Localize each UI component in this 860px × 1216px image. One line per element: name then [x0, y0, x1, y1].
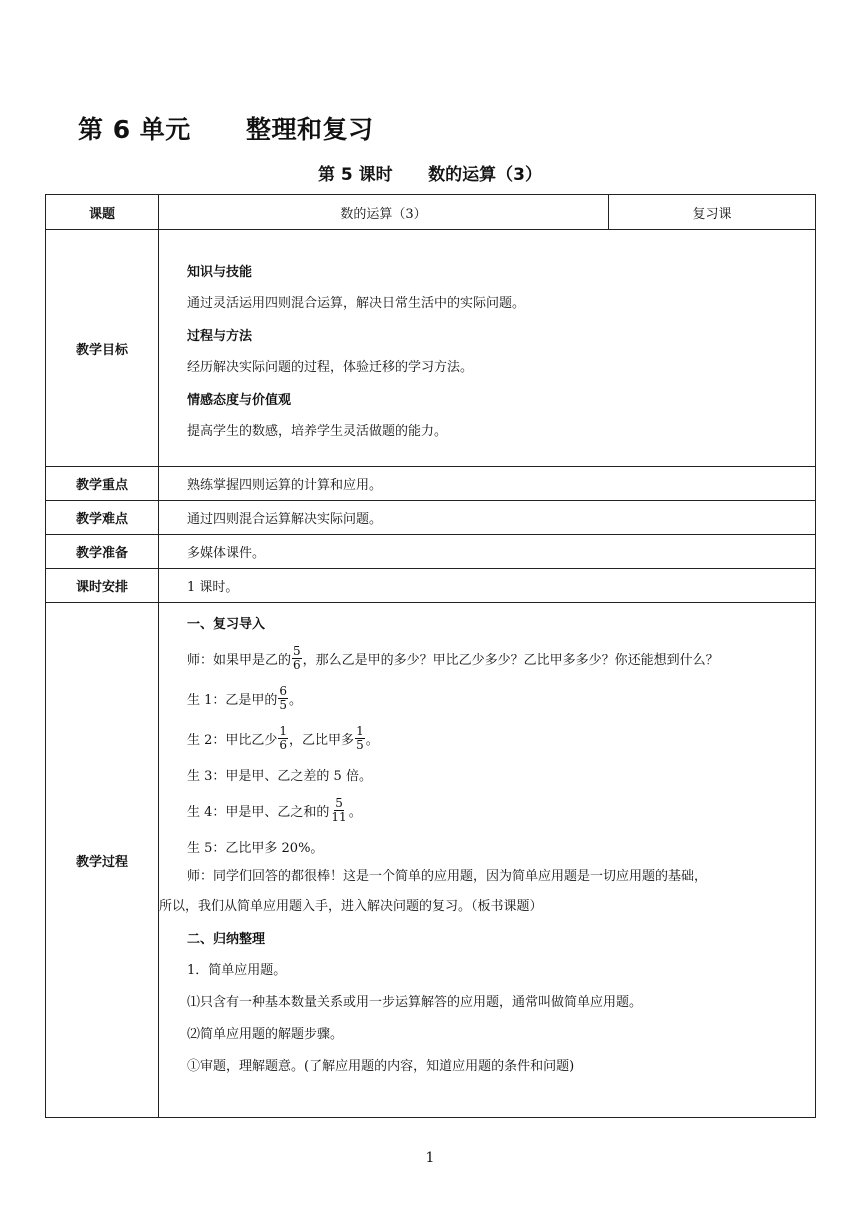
table-row-process [46, 603, 816, 1118]
section-title: 一、复习导入 [187, 617, 266, 632]
list-item: ⑴只含有一种基本数量关系或用一步运算解答的应用题，通常叫做简单应用题。 [187, 995, 643, 1010]
key-point-text: 熟练掌握四则运算的计算和应用。 [159, 467, 816, 501]
topic-value: 数的运算（3） [159, 195, 609, 230]
table-row-schedule [46, 569, 816, 603]
goal-section-title: 过程与方法 [187, 329, 253, 344]
page-number: 1 [425, 1150, 435, 1166]
fraction: $\frac{5}{11}$ [331, 795, 347, 824]
fraction: $\frac{1}{5}$ [356, 723, 364, 752]
student-answer-1: 生 1：乙是甲的 $\frac{6}{5}$ 。 [187, 683, 303, 712]
fraction: $\frac{1}{6}$ [279, 723, 288, 752]
goal-section-text: 提高学生的数感，培养学生灵活做题的能力。 [187, 424, 448, 439]
unit-title: 第 6 单元 整理和复习 [78, 115, 374, 144]
student-answer-5: 生 5：乙比甲多 20%。 [187, 840, 324, 856]
lesson-title: 第 5 课时 数的运算（3） [317, 165, 542, 185]
section-title: 二、归纳整理 [187, 932, 266, 947]
student-answer-2: 生 2：甲比乙少 $\frac{1}{6}$ ，乙比甲多 $\frac{1}{5}$ 。 [187, 723, 379, 752]
process-label: 教学过程 [46, 603, 159, 1118]
teacher-summary-line-1: 师：同学们回答的都很棒！这是一个简单的应用题，因为简单应用题是一切应用题的基础， [187, 869, 708, 884]
table-row-topic [46, 195, 816, 230]
list-item: 1．简单应用题。 [187, 963, 287, 978]
goals-content [159, 230, 816, 467]
goal-section-text: 通过灵活运用四则混合运算，解决日常生活中的实际问题。 [187, 296, 526, 311]
difficulty-text: 通过四则混合运算解决实际问题。 [159, 501, 816, 535]
goal-section-title: 知识与技能 [187, 265, 253, 280]
difficulty-label: 教学难点 [46, 501, 159, 535]
process-content [159, 603, 816, 1118]
teacher-summary-line-2: 所以，我们从简单应用题入手，进入解决问题的复习。（板书课题） [159, 899, 543, 914]
goal-section-text: 经历解决实际问题的过程，体验迁移的学习方法。 [187, 360, 474, 375]
lesson-type: 复习课 [609, 195, 816, 230]
schedule-label: 课时安排 [46, 569, 159, 603]
topic-label: 课题 [46, 195, 159, 230]
table-row-preparation [46, 535, 816, 569]
lesson-plan-table [45, 194, 816, 1118]
key-point-label: 教学重点 [46, 467, 159, 501]
list-item: ①审题，理解题意。(了解应用题的内容，知道应用题的条件和问题) [187, 1059, 575, 1074]
preparation-label: 教学准备 [46, 535, 159, 569]
table-row-difficulty [46, 501, 816, 535]
goals-label: 教学目标 [46, 230, 159, 467]
table-row-key-point [46, 467, 816, 501]
schedule-text: 1 课时。 [159, 569, 816, 603]
student-answer-3: 生 3：甲是甲、乙之差的 5 倍。 [187, 768, 372, 784]
student-answer-4: 生 4：甲是甲、乙之和的 $\frac{5}{11}$ 。 [187, 795, 362, 824]
fraction: $\frac{5}{6}$ [293, 643, 301, 672]
goal-section-title: 情感态度与价值观 [187, 393, 292, 408]
list-item: ⑵简单应用题的解题步骤。 [187, 1027, 344, 1042]
table-row-goals [46, 230, 816, 467]
teacher-question: 师：如果甲是乙的 $\frac{5}{6}$ ，那么乙是甲的多少？甲比乙少多少？乙比甲多多少？你还能想到什么？ [187, 643, 719, 672]
preparation-text: 多媒体课件。 [159, 535, 816, 569]
fraction: $\frac{6}{5}$ [279, 683, 288, 712]
